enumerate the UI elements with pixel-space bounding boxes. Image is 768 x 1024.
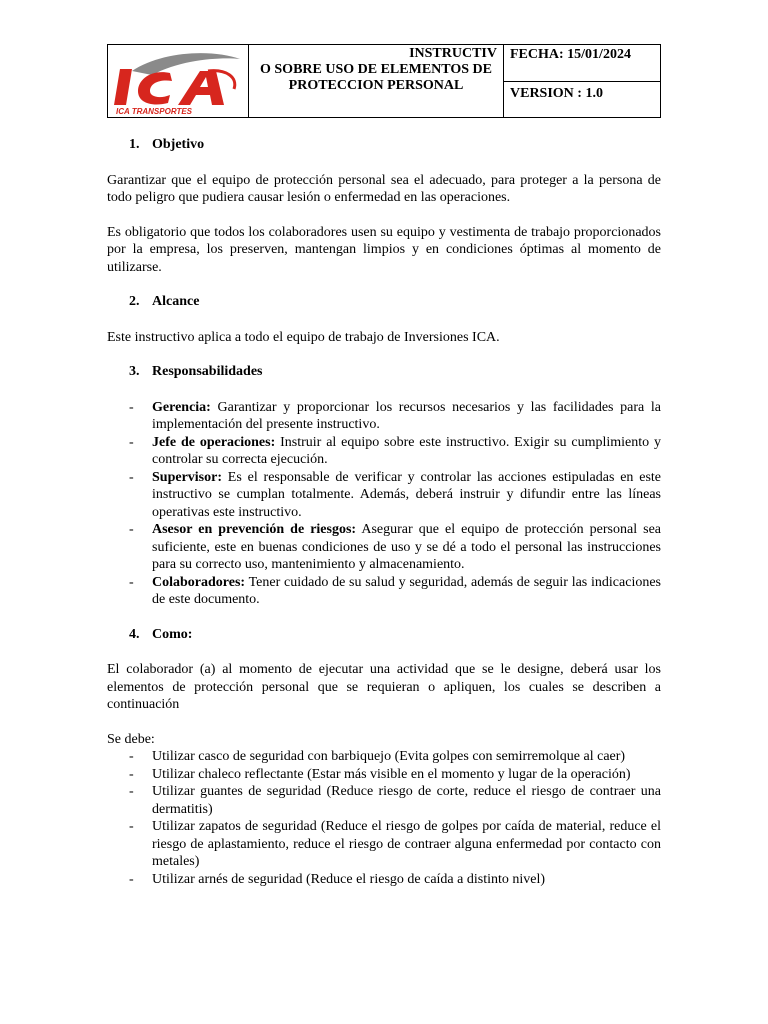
fecha-cell (504, 45, 661, 82)
document-title-cell (249, 45, 504, 118)
epp-list (107, 748, 661, 888)
list-item: - Utilizar zapatos de seguridad (Reduce el riesgo de golpes por caída de material, reduce el riesgo de aplastamiento, reduce el riesgo de contraer alguna enfermedad por contacto con metales) (129, 819, 661, 869)
document-title-line1: INSTRUCTIV (409, 46, 497, 61)
list-item: - Gerencia: Garantizar y proporcionar los recursos necesarios y las facilidades para la implementación del presente instructivo. (129, 399, 661, 432)
list-item: - Asesor en prevención de riesgos: Asegurar que el equipo de protección personal sea suficiente, este en buenas condiciones de uso y se dé a todo el personal las instrucciones para su correcto uso, mantenimiento y almacenamiento. (129, 522, 661, 572)
objetivo-paragraph-2: Es obligatorio que todos los colaboradores usen su equipo y vestimenta de trabajo proporcionados por la empresa, los preserven, mantengan limpios y en condiciones óptimas al momento de utilizarse. (107, 224, 661, 275)
section-number: 3. (129, 364, 140, 379)
section-title: Alcance (152, 294, 200, 309)
version-cell (504, 82, 661, 118)
list-item: - Colaboradores: Tener cuidado de su salud y seguridad, además de seguir las indicaciones de este documento. (129, 574, 661, 607)
logo-cell (108, 45, 249, 118)
section-number: 4. (129, 626, 140, 642)
responsabilidades-list (107, 399, 661, 609)
list-item: - Utilizar guantes de seguridad (Reduce riesgo de corte, reduce el riesgo de contraer una dermatitis) (129, 784, 661, 817)
se-debe-label: Se debe: (107, 731, 155, 747)
document-header-table (107, 44, 661, 118)
section-title: Como: (152, 626, 193, 642)
version-value: VERSION : 1.0 (510, 86, 603, 101)
list-item: - Supervisor: Es el responsable de verificar y controlar las acciones estipuladas en este instructivo se cumplan totalmente. Además, deberá instruir y difundir entre las líneas operativas este instructivo. (129, 469, 661, 520)
section-heading-alcance (107, 293, 661, 311)
alcance-paragraph: Este instructivo aplica a todo el equipo de trabajo de Inversiones ICA. (107, 329, 500, 345)
list-item: - Utilizar casco de seguridad con barbiquejo (Evita golpes con semirremolque al caer) (129, 749, 626, 764)
ica-logo (112, 49, 244, 115)
list-item: - Jefe de operaciones: Instruir al equipo sobre este instructivo. Exigir su cumplimiento y controlar su correcta ejecución. (129, 434, 661, 467)
section-title: Responsabilidades (152, 364, 263, 379)
objetivo-paragraph-1: Garantizar que el equipo de protección personal sea el adecuado, para proteger a la persona de todo peligro que pudiera causar lesión o enfermedad en las operaciones. (107, 172, 661, 205)
document-title-line2: O SOBRE USO DE ELEMENTOS DE (260, 62, 492, 77)
list-item: - Utilizar chaleco reflectante (Estar más visible en el momento y lugar de la operación) (129, 766, 631, 782)
logo-subtext: ICA TRANSPORTES (116, 107, 193, 115)
list-item: - Utilizar arnés de seguridad (Reduce el riesgo de caída a distinto nivel) (129, 871, 546, 887)
section-heading-como (107, 626, 661, 644)
section-heading-objetivo (107, 136, 661, 154)
section-number: 1. (129, 137, 140, 152)
section-title: Objetivo (152, 137, 205, 152)
document-title-line3: PROTECCION PERSONAL (288, 78, 464, 93)
document-body (107, 136, 661, 888)
section-number: 2. (129, 294, 140, 309)
fecha-value: FECHA: 15/01/2024 (510, 47, 631, 62)
como-paragraph: El colaborador (a) al momento de ejecutar una actividad que se le designe, deberá usar los elementos de protección personal que se requieran o apliquen, los cuales se describen a continuación (107, 662, 661, 712)
section-heading-responsabilidades (107, 363, 661, 381)
